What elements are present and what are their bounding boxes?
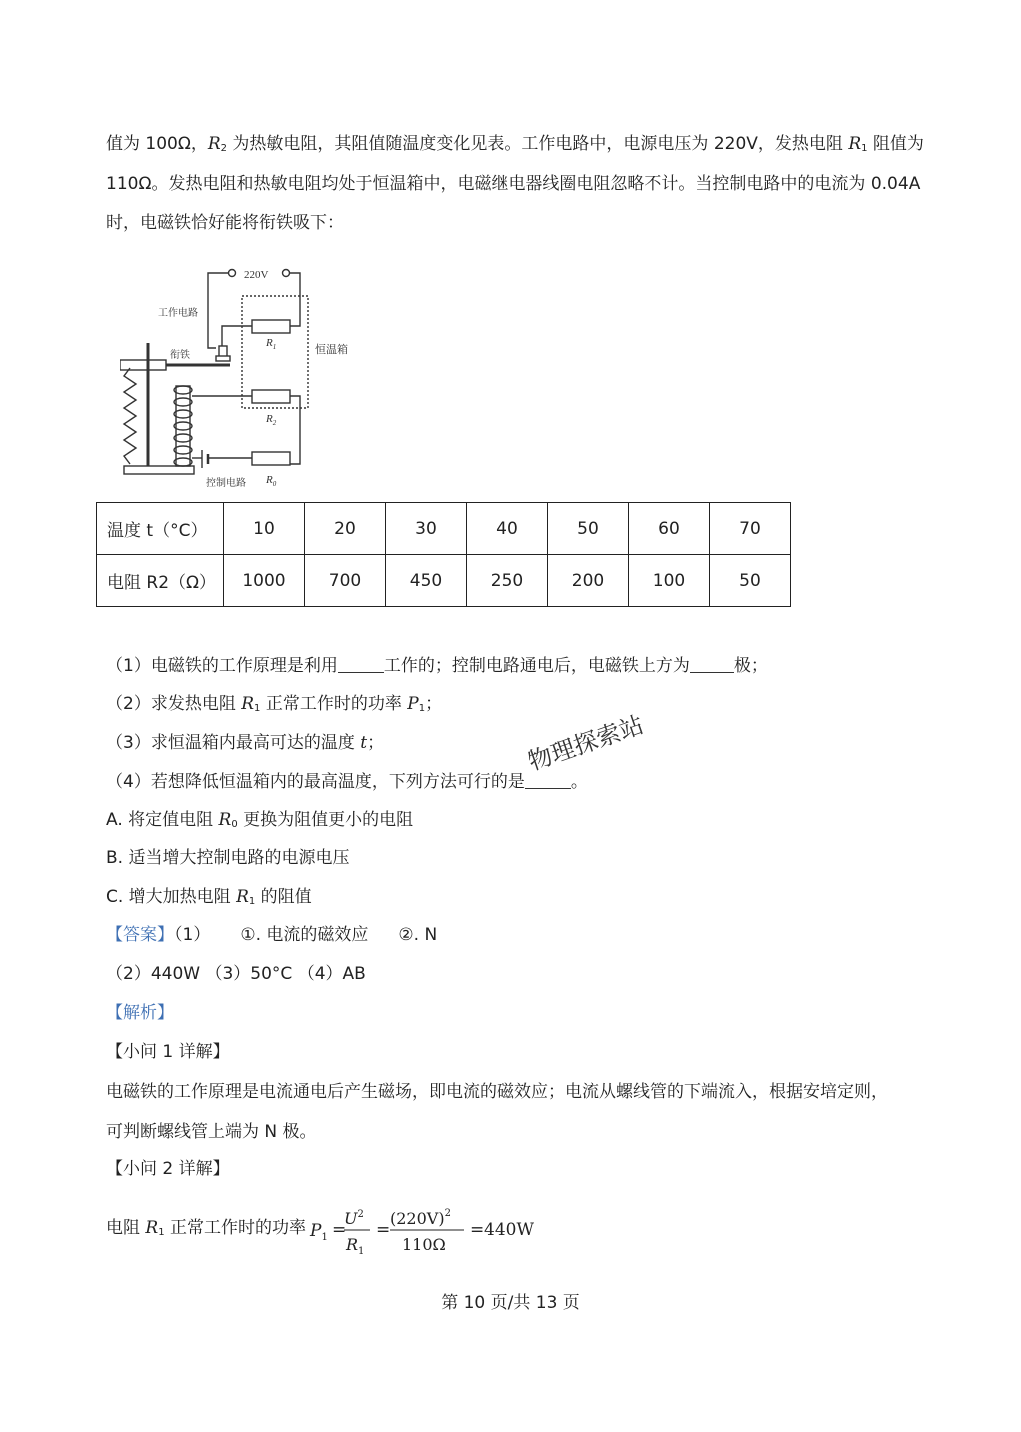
voltage-label: 220V bbox=[244, 269, 269, 281]
answer-text: （1） bbox=[174, 925, 211, 945]
answer-line-1 bbox=[106, 923, 437, 947]
formula-equals: = bbox=[376, 1220, 391, 1240]
q-text: 极； bbox=[733, 656, 768, 676]
analysis-text: 电阻 bbox=[106, 1218, 146, 1238]
var-r1: R bbox=[241, 694, 255, 714]
var-r1: R bbox=[236, 887, 249, 907]
sub: 0 bbox=[231, 819, 238, 830]
var-r1: R bbox=[145, 1218, 159, 1238]
q-text: （2）求发热电阻 bbox=[106, 694, 242, 714]
base bbox=[124, 466, 194, 474]
armature-label: 衔铁 bbox=[170, 350, 190, 361]
q-text: （3）求恒温箱内最高可达的温度 bbox=[106, 733, 361, 753]
intro-text: 值为 100Ω， bbox=[106, 134, 208, 154]
q-text: （1）电磁铁的工作原理是利用 bbox=[106, 656, 338, 676]
formula-num2: $(220V)^2$ bbox=[390, 1208, 451, 1228]
answer-blank[interactable] bbox=[525, 772, 571, 789]
sub: 1 bbox=[418, 703, 426, 714]
r0-label: $R_0$ bbox=[266, 474, 277, 488]
row-header-resistance: 电阻 R2（Ω） bbox=[97, 555, 224, 607]
q-text: 工作的；控制电路通电后，电磁铁上方为 bbox=[383, 656, 690, 676]
table-cell: 450 bbox=[386, 555, 467, 607]
analysis-text: 正常工作时的功率 bbox=[164, 1218, 306, 1238]
answer-tag: 【答案】 bbox=[106, 925, 174, 945]
answer-text: ①. 电流的磁效应 bbox=[240, 925, 369, 945]
intro-text: 阻值为 bbox=[867, 134, 924, 154]
table-cell: 50 bbox=[710, 555, 791, 607]
var-p1: P bbox=[407, 694, 419, 714]
sub: 1 bbox=[861, 143, 868, 154]
answer-blank[interactable] bbox=[690, 656, 734, 673]
sub: 1 bbox=[248, 896, 256, 907]
wire bbox=[290, 396, 300, 464]
formula-equals: = bbox=[470, 1220, 485, 1240]
wire bbox=[290, 273, 300, 326]
contact-base bbox=[216, 356, 230, 361]
formula-equals: = bbox=[332, 1220, 347, 1240]
intro-text: 为热敏电阻，其阻值随温度变化见表。工作电路中，电源电压为 220V，发热电阻 bbox=[227, 134, 849, 154]
r1-label: $R_1$ bbox=[266, 337, 277, 351]
terminal-right bbox=[283, 270, 290, 277]
sub2-title: 【小问 2 详解】 bbox=[106, 1159, 230, 1179]
option-text: C. 增大加热电阻 bbox=[106, 887, 237, 907]
sub1-text-1: 电磁铁的工作原理是电流通电后产生磁场，即电流的磁效应；电流从螺线管的下端流入，根据安培定则， bbox=[106, 1082, 888, 1102]
sub2-text bbox=[106, 1216, 306, 1245]
work-circuit-label: 工作电路 bbox=[158, 308, 198, 319]
question-4 bbox=[106, 770, 588, 794]
watermark: 物理探索站 bbox=[524, 710, 648, 777]
option-text: A. 将定值电阻 bbox=[106, 810, 219, 830]
option-text: 的阻值 bbox=[255, 887, 312, 907]
formula-lhs: $P_1$ bbox=[310, 1221, 328, 1243]
var-r0: R bbox=[218, 810, 232, 830]
q-text: ； bbox=[367, 733, 385, 753]
resistance-table bbox=[96, 502, 791, 607]
q-text: 正常工作时的功率 bbox=[260, 694, 408, 714]
table-cell: 50 bbox=[548, 503, 629, 555]
sub1-title: 【小问 1 详解】 bbox=[106, 1042, 230, 1062]
question-2 bbox=[106, 692, 442, 721]
r2-label: $R_2$ bbox=[266, 413, 277, 427]
table-cell: 30 bbox=[386, 503, 467, 555]
option-b: B. 适当增大控制电路的电源电压 bbox=[106, 848, 350, 868]
page-footer: 第 10 页/共 13 页 bbox=[441, 1293, 580, 1313]
sub: 1 bbox=[254, 703, 261, 714]
table-cell: 10 bbox=[224, 503, 305, 555]
table-cell: 40 bbox=[467, 503, 548, 555]
question-1 bbox=[106, 654, 768, 678]
table-cell: 200 bbox=[548, 555, 629, 607]
pivot bbox=[120, 360, 166, 370]
sub: 1 bbox=[158, 1227, 165, 1238]
wire bbox=[208, 273, 228, 348]
table-cell: 20 bbox=[305, 503, 386, 555]
row-header-temperature: 温度 t（°C） bbox=[97, 503, 224, 555]
q-text: （4）若想降低恒温箱内的最高温度，下列方法可行的是 bbox=[106, 772, 525, 792]
var-r1: R bbox=[848, 134, 862, 154]
table-cell: 700 bbox=[305, 555, 386, 607]
sub: 2 bbox=[220, 143, 228, 154]
var-r2: R bbox=[207, 134, 221, 154]
terminal-left bbox=[229, 270, 236, 277]
r0-resistor bbox=[252, 452, 290, 465]
option-a bbox=[106, 808, 413, 837]
answer-blank[interactable] bbox=[338, 656, 384, 673]
power-formula bbox=[308, 1202, 548, 1262]
circuit-diagram bbox=[120, 258, 370, 494]
spring bbox=[124, 368, 136, 464]
intro-line-3: 时，电磁铁恰好能将衔铁吸下： bbox=[106, 213, 344, 233]
r1-resistor bbox=[252, 320, 290, 333]
formula-den2: 110Ω bbox=[402, 1235, 446, 1254]
table-cell: 60 bbox=[629, 503, 710, 555]
formula-num1: $U^2$ bbox=[344, 1209, 364, 1228]
table-cell: 250 bbox=[467, 555, 548, 607]
var-t: t bbox=[360, 733, 368, 753]
table-cell: 100 bbox=[629, 555, 710, 607]
q-text: ； bbox=[425, 694, 443, 714]
intro-line-2: 110Ω。发热电阻和热敏电阻均处于恒温箱中，电磁继电器线圈电阻忽略不计。当控制电路中的电流为 0.04A bbox=[106, 174, 921, 194]
table-cell: 70 bbox=[710, 503, 791, 555]
table-row bbox=[97, 503, 791, 555]
table-row bbox=[97, 555, 791, 607]
intro-line-1 bbox=[106, 132, 924, 161]
q-text: 。 bbox=[570, 772, 588, 792]
formula-den1: $R_1$ bbox=[346, 1235, 365, 1257]
r2-resistor bbox=[252, 390, 290, 403]
answer-text: ②. N bbox=[398, 925, 438, 945]
question-3 bbox=[106, 731, 384, 755]
formula-result: 440W bbox=[484, 1220, 534, 1240]
box-label: 恒温箱 bbox=[315, 344, 348, 356]
control-circuit-label: 控制电路 bbox=[206, 478, 246, 489]
sub1-text-2: 可判断螺线管上端为 N 极。 bbox=[106, 1122, 317, 1142]
option-c bbox=[106, 885, 312, 914]
answer-line-2: （2）440W （3）50°C （4）AB bbox=[106, 964, 366, 984]
analysis-tag: 【解析】 bbox=[106, 1003, 174, 1023]
table-cell: 1000 bbox=[224, 555, 305, 607]
option-text: 更换为阻值更小的电阻 bbox=[237, 810, 414, 830]
